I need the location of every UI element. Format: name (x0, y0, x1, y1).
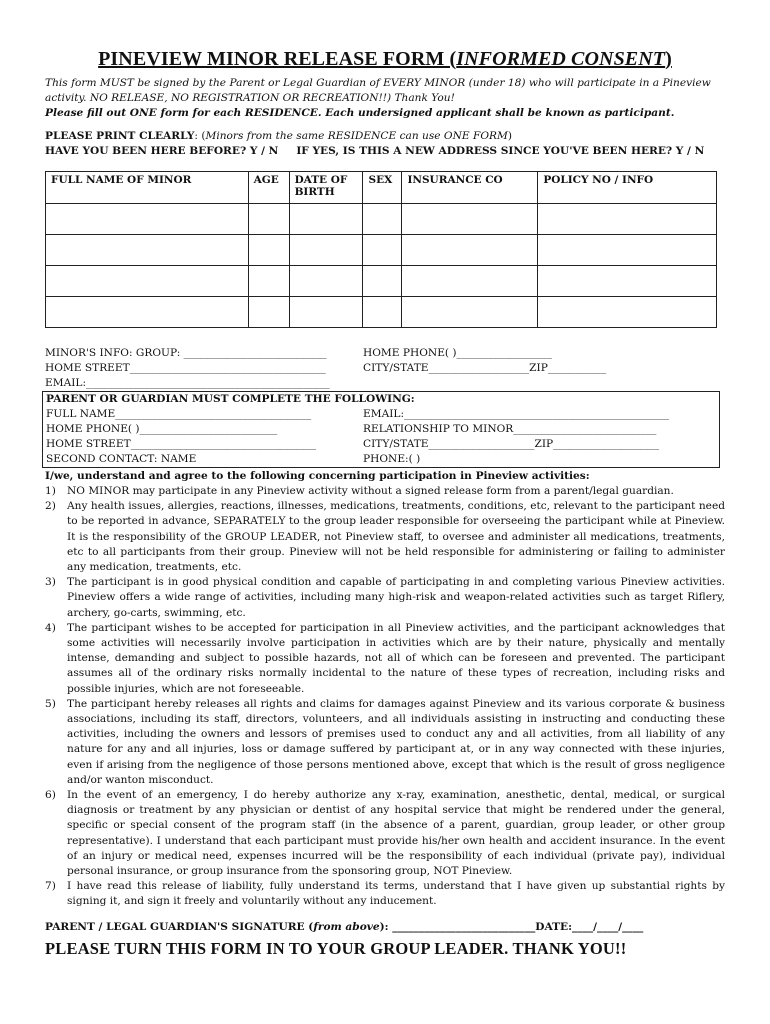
print-note: Minors from the same RESIDENCE can use ONE FORM (205, 130, 508, 142)
cell[interactable] (289, 297, 363, 328)
cell[interactable] (46, 204, 249, 235)
been-here-q1: HAVE YOU BEEN HERE BEFORE? Y / N (45, 145, 279, 157)
list-item (45, 697, 725, 788)
list-item (45, 621, 725, 697)
list-item (45, 575, 725, 621)
cell[interactable] (248, 266, 289, 297)
title-emphasis: INFORMED CONSENT (456, 48, 666, 70)
signature-line[interactable] (45, 920, 725, 935)
minor-home-street-field[interactable]: HOME STREET_____________________________________ (45, 362, 326, 374)
table-row (46, 204, 717, 235)
guardian-home-street-field[interactable]: HOME STREET___________________________________ (46, 438, 317, 450)
cell[interactable] (289, 235, 363, 266)
cell[interactable] (248, 235, 289, 266)
list-item (45, 484, 725, 499)
minor-home-phone-field[interactable]: HOME PHONE( )__________________ (363, 347, 552, 359)
term-number: 4) (45, 621, 56, 634)
second-contact-name-field[interactable]: SECOND CONTACT: NAME (46, 453, 197, 465)
list-item (45, 788, 725, 879)
cell[interactable] (538, 266, 717, 297)
table-row (46, 266, 717, 297)
cell[interactable] (363, 204, 402, 235)
term-number: 1) (45, 485, 56, 497)
term-text: The participant is in good physical condition and capable of participating in and completing various Pineview activities. Pineview offers a wide range of activities, including many high-risk and weapon-related activities such as target Riflery, archery, go-carts, swimming, etc. (67, 576, 725, 619)
table-row (46, 235, 717, 266)
cell[interactable] (538, 235, 717, 266)
form-title (45, 48, 725, 70)
guardian-heading: PARENT OR GUARDIAN MUST COMPLETE THE FOLLOWING: (46, 393, 415, 405)
minor-group-field[interactable]: MINOR'S INFO: GROUP: ___________________________ (45, 347, 327, 359)
guardian-city-state-field[interactable]: CITY/STATE____________________ZIP____________________ (363, 438, 660, 450)
guardian-full-name-field[interactable]: FULL NAME_____________________________________ (46, 408, 312, 420)
print-label: PLEASE PRINT CLEARLY (45, 130, 195, 142)
cell[interactable] (248, 297, 289, 328)
guardian-box (42, 391, 720, 468)
term-text: In the event of an emergency, I do hereby authorize any x-ray, examination, anesthetic, dental, medical, or surgical diagnosis or treatment by any physician or dentist of any hospital service that might be rendered under the general, specific or special consent of the program staff (in the absence of a parent, guardian, group leader, or other group representative). I understand that each participant must provide his/her own health and accident insurance. In the event of an injury or medical need, expenses incurred will be the responsibility of each individual (private pay), individual personal insurance, or group insurance from the sponsoring group, NOT Pineview. (67, 789, 725, 878)
cell[interactable] (46, 235, 249, 266)
minors-table (45, 171, 717, 328)
minor-city-state-field[interactable]: CITY/STATE___________________ZIP___________ (363, 362, 607, 374)
term-text: The participant wishes to be accepted for participation in all Pineview activities, and the participant acknowledges that some activities will necessarily involve participation in activities which are by their nature, physically and mentally intense, demanding and subject to possible hazards, not all of which can be foreseen and prevented. The participant assumes all of the ordinary risks normally incidental to the nature of these types of recreation, including risks and possible injuries, which are not foreseeable. (67, 621, 725, 695)
print-sep: : ( (194, 130, 206, 142)
guardian-home-phone-field[interactable]: HOME PHONE( )__________________________ (46, 423, 278, 435)
new-address-q2: IF YES, IS THIS A NEW ADDRESS SINCE YOU'VE BEEN HERE? Y / N (296, 145, 705, 157)
cell[interactable] (363, 297, 402, 328)
term-number: 5) (45, 697, 56, 710)
term-text: Any health issues, allergies, reactions, illnesses, medications, treatments, conditions, etc, relevant to the participant need to be reported in advance, SEPARATELY to the group leader responsible for overseeing the participant while at Pineview. It is the responsibility of the GROUP LEADER, not Pineview staff, to oversee and administer all medications, treatments, etc to all participants from their group. Pineview will not be held responsible for administering or failing to administer any medication, treatments, etc. (67, 500, 725, 574)
term-text: I have read this release of liability, fully understand its terms, understand that I have given up substantial rights by signing it, and sign it freely and voluntarily without any inducement. (67, 880, 725, 908)
term-number: 3) (45, 576, 56, 589)
col-policy: POLICY NO / INFO (538, 172, 717, 204)
cell[interactable] (248, 204, 289, 235)
cell[interactable] (538, 204, 717, 235)
signature-label: PARENT / LEGAL GUARDIAN'S SIGNATURE ( (45, 920, 314, 933)
cell[interactable] (46, 297, 249, 328)
col-full-name: FULL NAME OF MINOR (46, 172, 249, 204)
table-header-row (46, 172, 717, 204)
minor-info-section (45, 346, 725, 391)
col-insurance: INSURANCE CO (402, 172, 538, 204)
cell[interactable] (402, 204, 538, 235)
cell[interactable] (289, 266, 363, 297)
table-row (46, 297, 717, 328)
term-text: NO MINOR may participate in any Pineview activity without a signed release form from a parent/legal guardian. (67, 485, 674, 497)
closing-instruction: PLEASE TURN THIS FORM IN TO YOUR GROUP LEADER. THANK YOU!! (45, 938, 627, 958)
release-form (45, 48, 725, 959)
cell[interactable] (363, 235, 402, 266)
guardian-relationship-field[interactable]: RELATIONSHIP TO MINOR___________________________ (363, 423, 657, 435)
list-item (45, 499, 725, 575)
intro-instruction: Please fill out ONE form for each RESIDENCE. Each undersigned applicant shall be known as participant. (45, 107, 675, 119)
signature-date-field[interactable]: ): ___________________________DATE:____/____/____ (379, 920, 644, 933)
term-text: The participant hereby releases all rights and claims for damages against Pineview and its various corporate & business associations, including its staff, directors, volunteers, and all individuals assisting in instructing and conducting these activities, including the owners and lessors of premises used to conduct any and all activities, from all liability of any nature for any and all injuries, loss or damage suffered by participant at, or in any way connected with these injuries, even if arising from the negligence of those persons mentioned above, except that which is the result of gross negligence and/or wanton misconduct. (67, 697, 725, 786)
col-sex: SEX (363, 172, 402, 204)
minor-email-field[interactable]: EMAIL:______________________________________________ (45, 377, 330, 389)
agreement-heading: I/we, understand and agree to the following concerning participation in Pineview activities: (45, 470, 590, 482)
cell[interactable] (402, 297, 538, 328)
cell[interactable] (46, 266, 249, 297)
term-number: 7) (45, 880, 56, 893)
print-instruction (45, 129, 725, 144)
term-number: 2) (45, 500, 56, 513)
title-close: ) (665, 48, 672, 70)
cell[interactable] (289, 204, 363, 235)
title-main: PINEVIEW MINOR RELEASE FORM ( (98, 48, 457, 70)
col-age: AGE (248, 172, 289, 204)
been-here-question (45, 144, 725, 159)
list-item (45, 879, 725, 909)
terms-list (45, 484, 725, 910)
cell[interactable] (402, 266, 538, 297)
signature-emphasis: from above (313, 920, 380, 933)
term-number: 6) (45, 789, 56, 802)
print-close: ) (507, 130, 512, 142)
second-contact-phone-field[interactable]: PHONE:( ) (363, 453, 421, 465)
cell[interactable] (538, 297, 717, 328)
guardian-email-field[interactable]: EMAIL:__________________________________________________ (363, 408, 669, 420)
cell[interactable] (402, 235, 538, 266)
col-dob: DATE OF BIRTH (289, 172, 363, 204)
cell[interactable] (363, 266, 402, 297)
intro-text: This form MUST be signed by the Parent or Legal Guardian of EVERY MINOR (under 18) who will participate in a Pineview activity. NO RELEASE, NO REGISTRATION OR RECREATION!!) Thank You! (45, 77, 711, 104)
